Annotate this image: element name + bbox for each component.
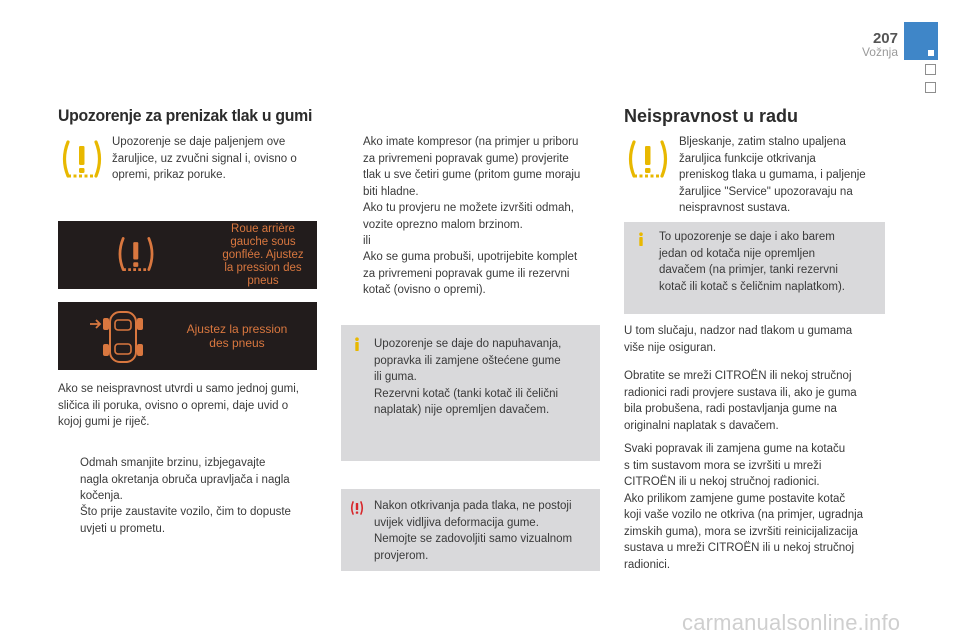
list-item: Odmah smanjite brzinu, izbjegavajte nagla okretanja obruča upravljača i nagla kočenja.	[80, 457, 290, 502]
watermark: carmanualsonline.info	[682, 610, 901, 635]
display-message-text: Ajustez la pression des pneus	[186, 322, 288, 350]
dashboard-display-message	[58, 221, 317, 289]
display-message-text: Roue arrière gauche sous gonflée. Ajustez la pression des pneus	[222, 223, 304, 287]
section-heading-right: Neispravnost u radu	[624, 106, 799, 126]
tyre-pressure-warning-icon	[624, 138, 672, 180]
section-heading-left: Upozorenje za prenizak tlak u gumi	[58, 106, 313, 125]
page-number: 207	[872, 30, 898, 47]
info-box: Upozorenje se daje do napuhavanja, popravka ili zamjene oštećene gume ili guma. Rezervni kotač (tanki kotač ili čelični naplatak) nije opremljen davačem.	[341, 325, 600, 461]
section-tab-active[interactable]	[904, 22, 938, 60]
dashboard-display-car	[58, 302, 317, 370]
right-paragraph: U tom slučaju, nadzor nad tlakom u gumama više nije osiguran.	[624, 325, 853, 354]
list-item: Ako se guma probuši, upotrijebite komplet za privremeni popravak gume ili rezervni kotač (ovisno o opremi).	[363, 251, 578, 296]
section-tab[interactable]	[925, 64, 936, 75]
info-icon	[634, 232, 648, 246]
warning-icon	[350, 501, 364, 515]
section-tab[interactable]	[925, 82, 936, 93]
info-box: To upozorenje se daje i ako barem jedan od kotača nije opremljen davačem (na primjer, tanki rezervni kotač ili kotač s čeličnim naplatkom).	[624, 222, 885, 314]
warning-box: Nakon otkrivanja pada tlaka, ne postoji uvijek vidljiva deformacija gume. Nemojte se zadovoljiti samo vizualnom provjerom.	[341, 489, 600, 571]
left-intro: Upozorenje se daje paljenjem ove žaruljice, uz zvučni signal i, ovisno o opremi, prikaz poruke.	[112, 136, 297, 181]
info-icon	[350, 337, 364, 351]
right-intro: Bljeskanje, zatim stalno upaljena žaruljica funkcije otkrivanja preniskog tlaka u gumama, i paljenje žaruljice "Service" upozoravaju na neispravnost sustava.	[679, 136, 866, 214]
tyre-pressure-warning-icon	[114, 233, 158, 275]
right-paragraph: Obratite se mreži CITROËN ili nekoj stručnoj radionici radi provjere sustava ili, ako je guma bila probušena, radi postavljanja gume na originalni naplatak s davačem.	[624, 370, 857, 432]
tyre-pressure-warning-icon	[58, 138, 106, 180]
car-tyre-icon	[88, 306, 158, 368]
right-paragraph: Svaki popravak ili zamjena gume na kotaču s tim sustavom mora se izvršiti u mreži CITROËN ili u nekoj stručnoj radionici. Ako prilikom zamjene gume postavite kotač koji vaše vozilo ne otkriva (na primjer, ugradnja zimskih guma), mora se izvršiti reinicijalizacija sustava u mreži CITROËN ili u nekoj stručnoj radionici.	[624, 443, 864, 571]
section-label: Vožnja	[861, 45, 898, 59]
list-item: Ako imate kompresor (na primjer u priboru za privremeni popravak gume) provjerite tlak u sve četiri gume (pritom gume moraju biti hladne. Ako tu provjeru ne možete izvršiti odmah, vozite oprezno malom brzinom. ili	[363, 136, 581, 247]
left-paragraph: Ako se neispravnost utvrdi u samo jednoj gumi, sličica ili poruka, ovisno o opremi, daje uvid o kojoj gumi je riječ.	[58, 383, 299, 428]
list-item: Što prije zaustavite vozilo, čim to dopuste uvjeti u prometu.	[80, 506, 291, 535]
